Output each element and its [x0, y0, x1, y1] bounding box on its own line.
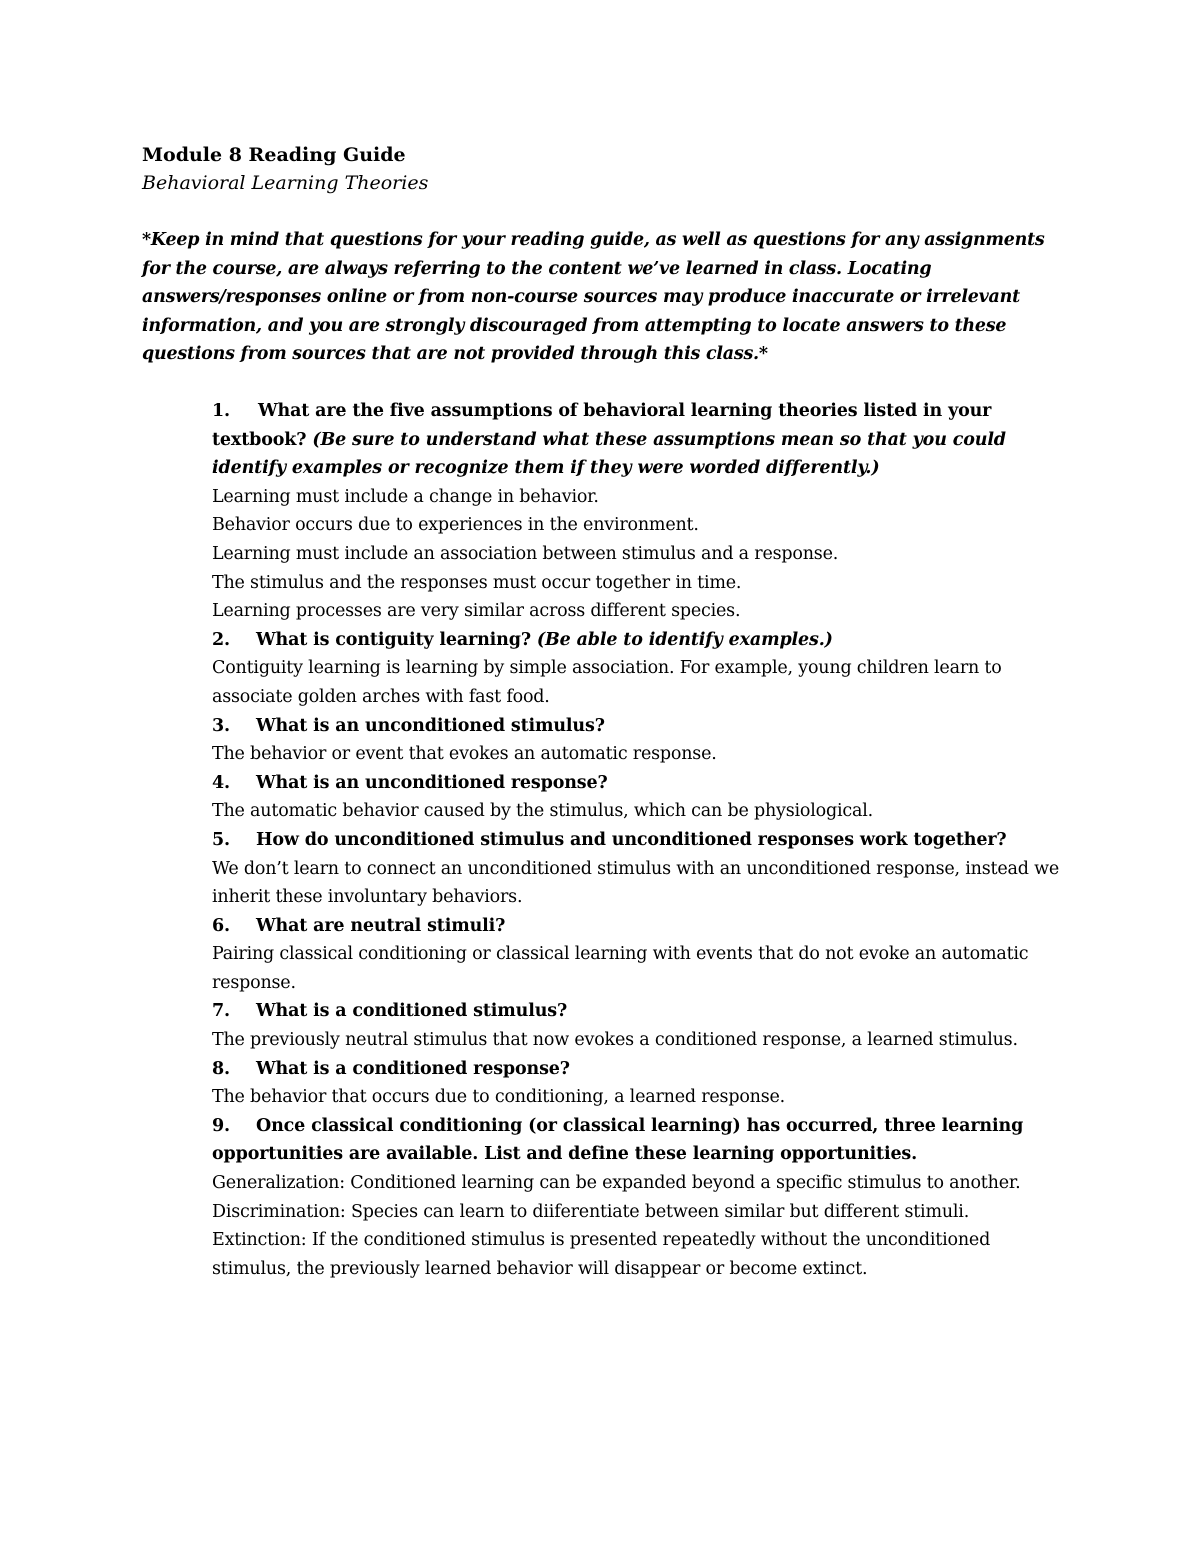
- question-heading: [212, 912, 1062, 941]
- question-text: What is an unconditioned stimulus?: [256, 715, 605, 736]
- answer-text: We don’t learn to connect an unconditioned stimulus with an unconditioned response, instead we inherit these involuntary behaviors.: [212, 858, 1060, 908]
- question-number: 1.: [212, 401, 230, 421]
- question-block: [212, 712, 1062, 769]
- question-number: 6.: [212, 915, 230, 936]
- question-block: [212, 769, 1062, 826]
- question-text: What is a conditioned stimulus?: [256, 1001, 568, 1022]
- instruction-note: *Keep in mind that questions for your reading guide, as well as questions for any assignments for the course, are always referring to the content we’ve learned in class. Locating answers/responses online or from non-course sources may produce inaccurate or irrelevant information, and you are strongly discouraged from attempting to locate answers to these questions from sources that are not provided through this class.*: [142, 230, 1045, 365]
- question-text: What is contiguity learning?: [256, 629, 531, 650]
- question-hint: (Be sure to understand what these assumptions mean so that you could identify examples or recognize them if they were worded differently.): [212, 429, 1006, 479]
- question-text: What are neutral stimuli?: [256, 915, 506, 936]
- question-hint: (Be able to identify examples.): [536, 629, 833, 650]
- question-block: [212, 912, 1062, 998]
- question-number: 4.: [212, 772, 230, 793]
- question-block: [212, 397, 1062, 626]
- answer-text: The previously neutral stimulus that now evokes a conditioned response, a learned stimulus.: [212, 1030, 1018, 1051]
- answer-text: Discrimination: Species can learn to diiferentiate between similar but different stimuli.: [212, 1201, 970, 1222]
- question-heading: [212, 397, 1062, 483]
- answer-text: The behavior or event that evokes an automatic response.: [212, 744, 717, 765]
- answer-text: Learning must include an association between stimulus and a response.: [212, 543, 839, 564]
- answer-text: The automatic behavior caused by the stimulus, which can be physiological.: [212, 801, 873, 822]
- question-heading: [212, 1055, 1062, 1084]
- question-block: [212, 1112, 1062, 1284]
- question-heading: [212, 626, 1062, 655]
- question-text: What is a conditioned response?: [256, 1058, 570, 1079]
- answer-text: Pairing classical conditioning or classical learning with events that do not evoke an automatic response.: [212, 944, 1029, 993]
- question-number: 9.: [212, 1115, 230, 1136]
- question-list: [212, 397, 1062, 1283]
- question-text: How do unconditioned stimulus and unconditioned responses work together?: [256, 829, 1007, 850]
- question-number: 8.: [212, 1058, 230, 1079]
- question-block: [212, 826, 1062, 912]
- question-heading: [212, 826, 1062, 855]
- answer-text: The stimulus and the responses must occur together in time.: [212, 572, 742, 593]
- question-block: [212, 626, 1062, 712]
- question-number: 7.: [212, 1001, 230, 1022]
- question-text: Once classical conditioning (or classical learning) has occurred, three learning opportunities are available. List and define these learning opportunities.: [212, 1115, 1024, 1165]
- document-subtitle: Behavioral Learning Theories: [142, 172, 429, 194]
- answer-text: Extinction: If the conditioned stimulus is presented repeatedly without the unconditioned stimulus, the previously learned behavior will disappear or become extinct.: [212, 1230, 991, 1279]
- answer-text: Learning processes are very similar across different species.: [212, 601, 741, 622]
- document-header: [142, 141, 1062, 197]
- question-number: 5.: [212, 829, 230, 850]
- question-text: What are the five assumptions of behavioral learning theories listed in your textbook?: [212, 401, 992, 450]
- answer-text: Generalization: Conditioned learning can be expanded beyond a specific stimulus to another.: [212, 1173, 1021, 1194]
- question-heading: [212, 712, 1062, 741]
- answer-text: Contiguity learning is learning by simple association. For example, young children learn to associate golden arches with fast food.: [212, 658, 1002, 707]
- question-number: 3.: [212, 715, 230, 736]
- question-heading: [212, 769, 1062, 798]
- answer-text: Behavior occurs due to experiences in the environment.: [212, 515, 699, 536]
- question-block: [212, 1055, 1062, 1112]
- question-heading: [212, 1112, 1062, 1169]
- question-heading: [212, 997, 1062, 1026]
- question-text: What is an unconditioned response?: [256, 772, 608, 793]
- document-title: Module 8 Reading Guide: [142, 144, 406, 166]
- question-number: 2.: [212, 629, 230, 650]
- answer-text: Learning must include a change in behavior.: [212, 486, 599, 507]
- question-block: [212, 997, 1062, 1054]
- answer-text: The behavior that occurs due to conditioning, a learned response.: [212, 1087, 786, 1108]
